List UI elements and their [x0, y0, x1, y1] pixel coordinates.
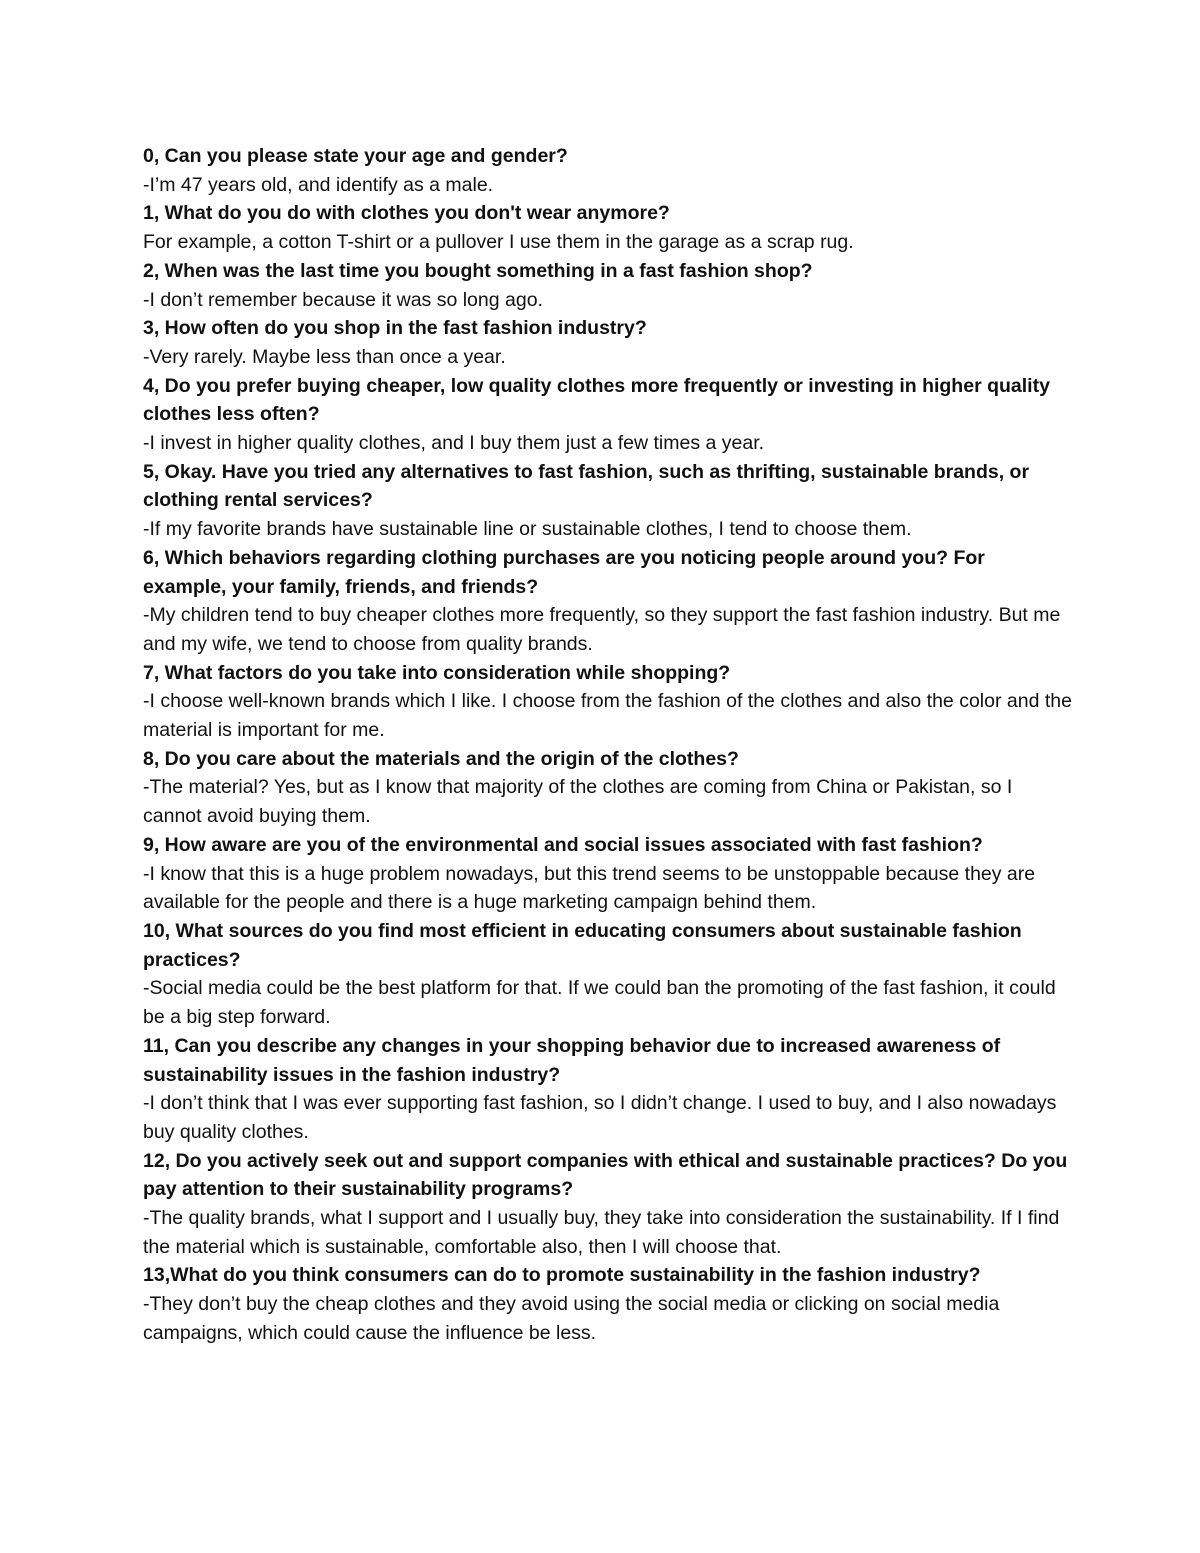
question-13: 13,What do you think consumers can do to promote sustainability in the fashion industry?	[143, 1264, 981, 1287]
qa-item-2	[143, 257, 1073, 314]
question-12: 12, Do you actively seek out and support companies with ethical and sustainable practices? Do you pay attention to their sustainability programs?	[143, 1149, 1068, 1201]
qa-item-6	[143, 544, 1073, 659]
answer-5: -If my favorite brands have sustainable line or sustainable clothes, I tend to choose them.	[143, 518, 912, 541]
answer-2: -I don’t remember because it was so long ago.	[143, 288, 543, 311]
qa-item-7	[143, 659, 1073, 745]
question-1: 1, What do you do with clothes you don't wear anymore?	[143, 202, 670, 225]
question-6: 6, Which behaviors regarding clothing purchases are you noticing people around you? For example, your family, friends, and friends?	[143, 546, 985, 598]
question-5: 5, Okay. Have you tried any alternatives to fast fashion, such as thrifting, sustainable brands, or clothing rental services?	[143, 460, 1030, 512]
question-7: 7, What factors do you take into consideration while shopping?	[143, 661, 731, 684]
question-10: 10, What sources do you find most efficient in educating consumers about sustainable fashion practices?	[143, 919, 1022, 971]
qa-item-1	[143, 199, 1073, 256]
qa-item-3	[143, 314, 1073, 371]
answer-9: -I know that this is a huge problem nowadays, but this trend seems to be unstoppable because they are available for the people and there is a huge marketing campaign behind them.	[143, 862, 1036, 914]
answer-6: -My children tend to buy cheaper clothes more frequently, so they support the fast fashion industry. But me and my wife, we tend to choose from quality brands.	[143, 604, 1061, 655]
qa-item-9	[143, 831, 1073, 917]
qa-item-8	[143, 745, 1073, 831]
question-9: 9, How aware are you of the environmental and social issues associated with fast fashion?	[143, 833, 983, 856]
question-0: 0, Can you please state your age and gender?	[143, 145, 568, 167]
qa-item-5	[143, 458, 1073, 544]
question-2: 2, When was the last time you bought something in a fast fashion shop?	[143, 259, 813, 282]
question-3: 3, How often do you shop in the fast fashion industry?	[143, 317, 647, 340]
answer-0: -I’m 47 years old, and identify as a male.	[143, 173, 494, 196]
qa-item-0	[143, 142, 1073, 199]
answer-11: -I don’t think that I was ever supporting fast fashion, so I didn’t change. I used to buy, and I also nowadays buy quality clothes.	[143, 1092, 1057, 1143]
qa-item-10	[143, 917, 1073, 1032]
answer-10: -Social media could be the best platform for that. If we could ban the promoting of the fast fashion, it could be a big step forward.	[143, 977, 1056, 1029]
question-11: 11, Can you describe any changes in your shopping behavior due to increased awareness of sustainability issues in the fashion industry?	[143, 1034, 1001, 1086]
answer-4: -I invest in higher quality clothes, and I buy them just a few times a year.	[143, 432, 765, 455]
answer-1: For example, a cotton T-shirt or a pullover I use them in the garage as a scrap rug.	[143, 231, 854, 254]
answer-3: -Very rarely. Maybe less than once a year.	[143, 345, 506, 368]
answer-8: -The material? Yes, but as I know that majority of the clothes are coming from China or Pakistan, so I cannot avoid buying them.	[143, 776, 1013, 828]
qa-item-4	[143, 372, 1073, 458]
answer-7: -I choose well-known brands which I like. I choose from the fashion of the clothes and also the color and the material is important for me.	[143, 690, 1072, 742]
qa-item-13	[143, 1261, 1073, 1347]
qa-item-12	[143, 1147, 1073, 1262]
qa-item-11	[143, 1032, 1073, 1147]
answer-12: -The quality brands, what I support and I usually buy, they take into consideration the sustainability. If I find the material which is sustainable, comfortable also, then I will choose that.	[143, 1207, 1060, 1258]
question-8: 8, Do you care about the materials and the origin of the clothes?	[143, 747, 739, 770]
answer-13: -They don’t buy the cheap clothes and they avoid using the social media or clicking on social media campaigns, which could cause the influence be less.	[143, 1293, 1000, 1344]
question-4: 4, Do you prefer buying cheaper, low quality clothes more frequently or investing in higher quality clothes less often?	[143, 374, 1050, 426]
document-page	[143, 142, 1073, 1348]
